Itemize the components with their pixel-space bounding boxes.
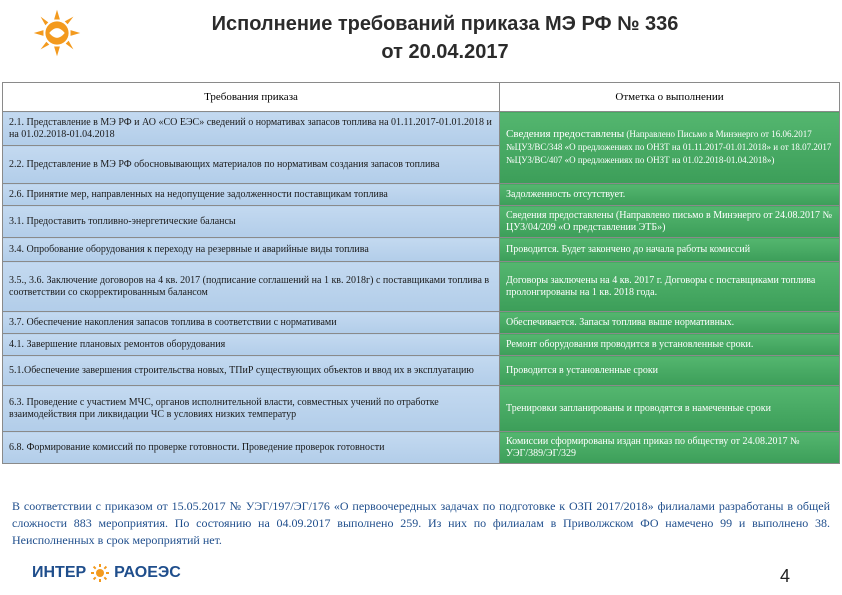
requirement-cell: 3.1. Предоставить топливно-энергетические балансы — [3, 206, 500, 238]
slide-header — [0, 0, 842, 78]
requirement-cell: 2.2. Представление в МЭ РФ обосновывающих материалов по нормативам создания запасов топлива — [3, 146, 500, 184]
column-header-requirements: Требования приказа — [3, 83, 500, 112]
title-line-2: от 20.04.2017 — [381, 41, 509, 63]
status-cell: Тренировки запланированы и проводятся в намеченные сроки — [500, 386, 840, 432]
table-row — [3, 112, 840, 146]
status-details: (Направлено Письмо в Минэнерго от 16.06.2017 №ЦУЗ/ВС/348 «О предложениях по ОНЗТ на 01.11.2017-01.01.2018» и от 18.07.2017 №ЦУЗ/ВС/407 «О предложениях по ОНЗТ на 01.02.2018-01.04.2018») — [506, 129, 832, 165]
status-cell: Сведения предоставлены (Направлено письмо в Минэнерго от 24.08.2017 № ЦУЗ/04/209 «О представлении ЭТБ») — [500, 206, 840, 238]
sun-icon — [90, 563, 110, 583]
table-row — [3, 238, 840, 262]
table-row — [3, 386, 840, 432]
status-cell: Комиссии сформированы издан приказ по обществу от 24.08.2017 № УЭГ/389/ЭГ/329 — [500, 432, 840, 464]
brand-logo — [32, 560, 181, 586]
table-row — [3, 262, 840, 312]
requirement-cell: 2.6. Принятие мер, направленных на недопущение задолженности поставщикам топлива — [3, 184, 500, 206]
status-cell: Ремонт оборудования проводится в установленные сроки. — [500, 334, 840, 356]
requirements-table — [2, 82, 840, 464]
table-row — [3, 334, 840, 356]
title-line-1: Исполнение требований приказа МЭ РФ № 336 — [211, 13, 679, 35]
status-cell — [500, 112, 840, 184]
table-row — [3, 312, 840, 334]
page-title — [120, 10, 770, 66]
status-cell: Задолженность отсутствует. — [500, 184, 840, 206]
table-header-row — [3, 83, 840, 112]
requirement-cell: 4.1. Завершение плановых ремонтов оборудования — [3, 334, 500, 356]
summary-paragraph: В соответствии с приказом от 15.05.2017 № УЭГ/197/ЭГ/176 «О первоочередных задачах по подготовке к ОЗП 2017/2018» филиалами разработаны в общей сложности 883 мероприятия. По состоянию на 04.09.2017 выполнено 259. Из них по филиалам в Приволжском ФО намечено 99 и выполнено 38. Неисполненных в срок мероприятий нет. — [12, 499, 830, 547]
table-row — [3, 206, 840, 238]
column-header-status: Отметка о выполнении — [500, 83, 840, 112]
page-number: 4 — [780, 566, 791, 586]
status-strong: Сведения предоставлены — [506, 128, 625, 140]
brand-right-text: РАОЕЭС — [114, 564, 181, 581]
requirement-cell: 3.4. Опробование оборудования к переходу на резервные и аварийные виды топлива — [3, 238, 500, 262]
requirement-cell: 6.3. Проведение с участием МЧС, органов исполнительной власти, совместных учений по отработке взаимодействия при ликвидации ЧС в условиях низких температур — [3, 386, 500, 432]
requirement-cell: 3.5., 3.6. Заключение договоров на 4 кв. 2017 (подписание соглашений на 1 кв. 2018г) с поставщиками топлива в соответствии со скорректированным балансом — [3, 262, 500, 312]
requirement-cell: 2.1. Представление в МЭ РФ и АО «СО ЕЭС» сведений о нормативах запасов топлива на 01.11.2017-01.01.2018 и на 01.02.2018-01.04.2018 — [3, 112, 500, 146]
requirement-cell: 5.1.Обеспечение завершения строительства новых, ТПиР существующих объектов и ввод их в эксплуатацию — [3, 356, 500, 386]
requirement-cell: 6.8. Формирование комиссий по проверке готовности. Проведение проверок готовности — [3, 432, 500, 464]
status-cell: Проводится в установленные сроки — [500, 356, 840, 386]
table-row — [3, 184, 840, 206]
table-row — [3, 356, 840, 386]
sun-logo-icon — [28, 4, 86, 62]
status-cell: Обеспечивается. Запасы топлива выше нормативных. — [500, 312, 840, 334]
brand-left-text: ИНТЕР — [32, 564, 87, 581]
status-cell: Договоры заключены на 4 кв. 2017 г. Договоры с поставщиками топлива пролонгированы на 1 кв. 2018 года. — [500, 262, 840, 312]
status-cell: Проводится. Будет закончено до начала работы комиссий — [500, 238, 840, 262]
requirement-cell: 3.7. Обеспечение накопления запасов топлива в соответствии с нормативами — [3, 312, 500, 334]
table-row — [3, 432, 840, 464]
